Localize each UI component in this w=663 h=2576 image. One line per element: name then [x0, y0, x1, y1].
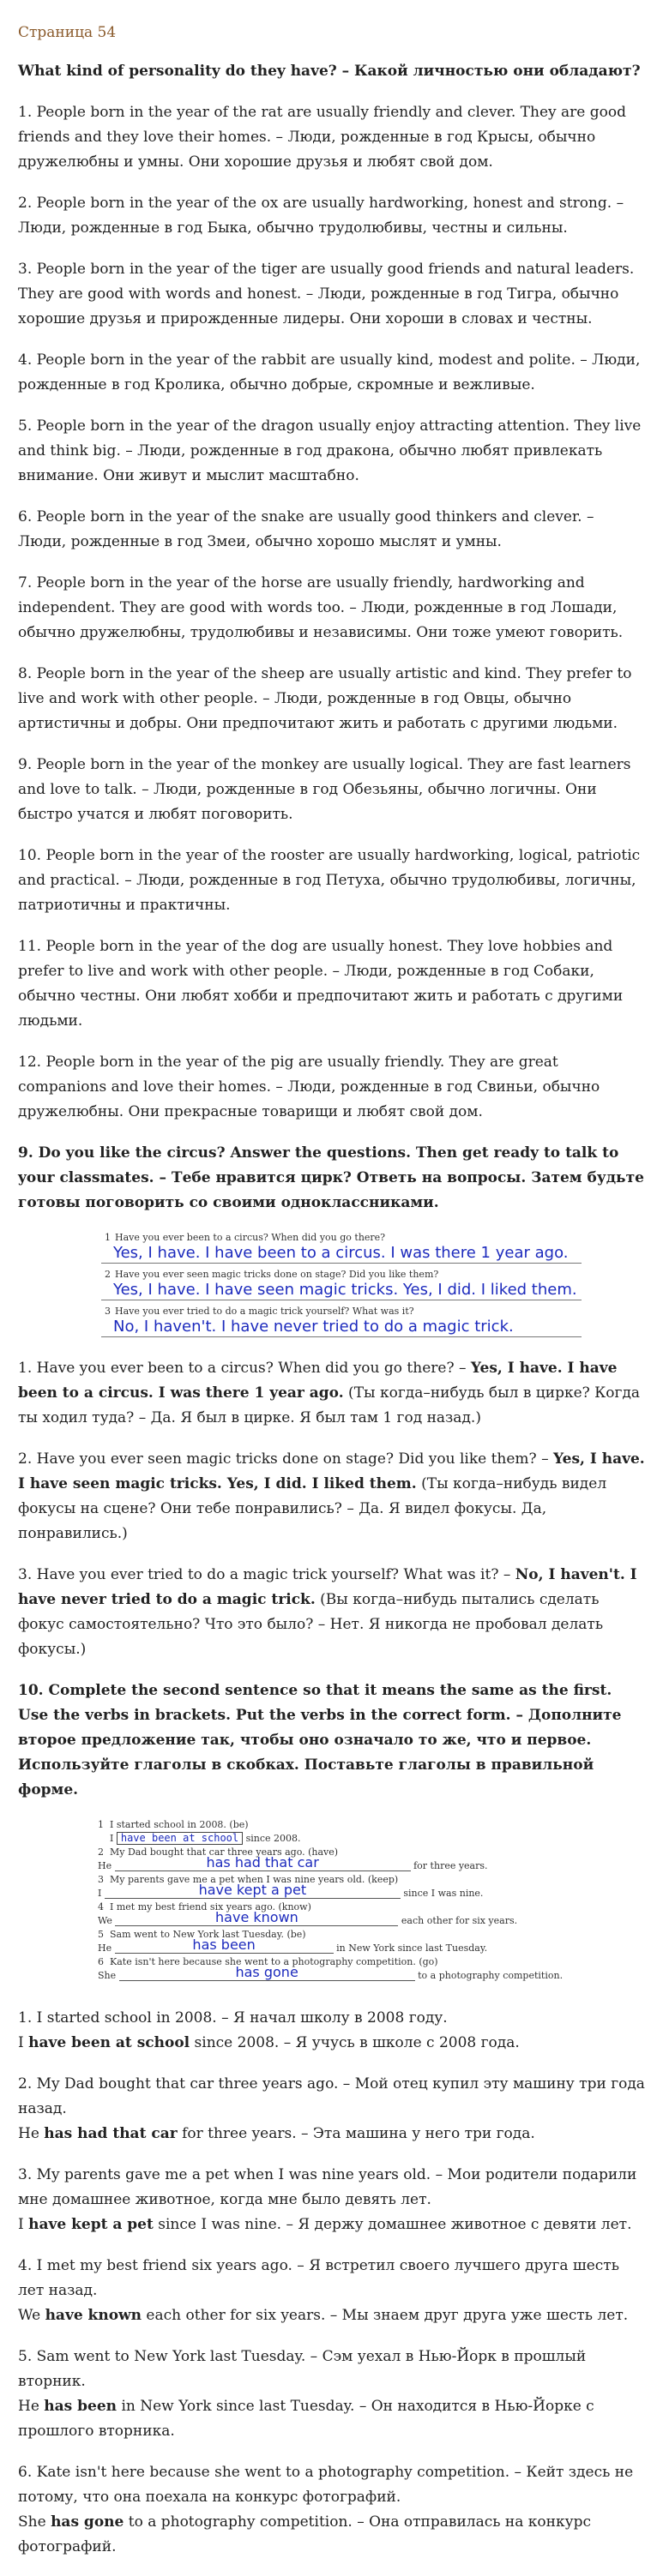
ex10-answer: 3. My parents gave me a pet when I was nine years old. – Мои родители подарили мне домашнее животное, когда мне было девять лет. I have kept a pet since I was nine. – Я держу домашнее животное с девяти лет. [18, 2166, 637, 2233]
ex9-image-answer: Yes, I have. I have seen magic tricks. Yes, I did. I liked them. [101, 1281, 582, 1300]
ex9-image-question: 2 Have you ever seen magic tricks done on stage? Did you like them? [105, 1269, 439, 1280]
ex10-image-sentence: 6 Kate isn't here because she went to a photography competition. (go) [98, 1956, 438, 1967]
ex10-answer: 1. I started school in 2008. – Я начал школу в 2008 году. I have been at school since 2008. – Я учусь в школе с 2008 года. [18, 2009, 520, 2051]
ex10-image-sentence: 1 I started school in 2008. (be) [98, 1819, 249, 1830]
page-number: Страница 54 [18, 24, 117, 41]
personality-item: 11. People born in the year of the dog are usually honest. They love hobbies and prefer to live and work with other people. – Люди, рожденные в год Собаки, обычно честны. Они любят хобби и предпочитают жить и работать с другими людьми. [18, 938, 624, 1030]
ex10-image-handwritten-answer: have kept a pet [198, 1882, 307, 1898]
ex10-image-handwritten-answer: has been [192, 1937, 256, 1953]
ex9-image-question: 3 Have you ever tried to do a magic trick yourself? What was it? [105, 1306, 414, 1317]
ex10-answer: 6. Kate isn't here because she went to a photography competition. – Кейт здесь не потому, что она поехала на конкурс фотографий. She has gone to a photography competition. – Она отправилась на конкурс фотографий. [18, 2464, 634, 2555]
exercise9-workbook-image [101, 1232, 582, 1337]
ex10-image-answer-row: I have kept a pet since I was nine. [98, 1882, 484, 1899]
ex10-image-sentence: 4 I met my best friend six years ago. (know) [98, 1901, 311, 1912]
ex9-answer: 2. Have you ever seen magic tricks done on stage? Did you like them? – Yes, I have. I have seen magic tricks. Yes, I did. I liked them. (Ты когда–нибудь видел фокусы на сцене? Они тебе понравились? – Да. Я видел фокусы. Да, понравились.) [18, 1450, 645, 1542]
personality-item: 7. People born in the year of the horse are usually friendly, hardworking and independent. They are good with words too. – Люди, рожденные в год Лошади, обычно дружелюбны, трудолюбивы и независимы. Они тоже умеют говорить. [18, 574, 624, 641]
ex10-answer: 4. I met my best friend six years ago. – Я встретил своего лучшего друга шесть лет назад. We have known each other for six years. – Мы знаем друг друга уже шесть лет. [18, 2257, 629, 2324]
ex10-image-sentence: 3 My parents gave me a pet when I was nine years old. (keep) [98, 1874, 399, 1885]
ex10-image-answer-row: We have known each other for six years. [98, 1909, 518, 1926]
ex9-answer: 3. Have you ever tried to do a magic trick yourself? What was it? – No, I haven't. I have never tried to do a magic trick. (Вы когда–нибудь пытались сделать фокус самостоятельно? Что это было? – Нет. Я никогда не пробовал делать фокусы.) [18, 1566, 637, 1658]
ex10-image-handwritten-answer: has gone [235, 1964, 298, 1980]
ex10-image-handwritten-answer: have known [215, 1909, 298, 1925]
personality-item: 2. People born in the year of the ox are usually hardworking, honest and strong. – Люди, рожденные в год Быка, обычно трудолюбивы, честны и сильны. [18, 195, 624, 237]
ex10-image-handwritten-answer: have been at school [117, 1832, 243, 1845]
personality-item: 10. People born in the year of the rooster are usually hardworking, logical, patriotic and practical. – Люди, рожденные в год Петуха, обычно трудолюбивы, логичны, патриотичны и практичны. [18, 847, 641, 914]
exercise10-workbook-image [98, 1819, 612, 1984]
personality-item: 5. People born in the year of the dragon usually enjoy attracting attention. They live and think big. – Люди, рожденные в год дракона, обычно любят привлекать внимание. Они живут и мыслит масштабно. [18, 417, 642, 484]
personality-item: 9. People born in the year of the monkey are usually logical. They are fast learners and love to talk. – Люди, рожденные в год Обезьяны, обычно логичны. Они быстро учатся и любят поговорить. [18, 756, 631, 823]
exercise9-heading: 9. Do you like the circus? Answer the questions. Then get ready to talk to your classmates. – Тебе нравится цирк? Ответь на вопросы. Затем будьте готовы поговорить со своими одноклассниками. [18, 1144, 644, 1211]
personality-item: 3. People born in the year of the tiger are usually good friends and natural leaders. They are good with words and honest. – Люди, рожденные в год Тигра, обычно хорошие друзья и прирожденные лидеры. Они хороши в словах и честны. [18, 261, 635, 327]
exercise10-heading: 10. Complete the second sentence so that it means the same as the first. Use the verbs in brackets. Put the verbs in the correct form. – Дополните второе предложение так, чтобы оно означало то же, что и первое. Используйте глаголы в скобках. Поставьте глаголы в правильной форме. [18, 1682, 622, 1798]
ex10-image-sentence: 2 My Dad bought that car three years ago. (have) [98, 1846, 339, 1858]
personality-item: 4. People born in the year of the rabbit are usually kind, modest and polite. – Люди, рожденные в год Кролика, обычно добрые, скромные и вежливые. [18, 351, 641, 393]
ex10-image-answer-row: He has had that car for three years. [98, 1854, 488, 1871]
ex10-image-handwritten-answer: has had that car [206, 1854, 319, 1870]
ex10-image-answer-row: She has gone to a photography competition. [98, 1964, 564, 1981]
personality-item: 12. People born in the year of the pig are usually friendly. They are great companions and love their homes. – Люди, рожденные в год Свиньи, обычно дружелюбны. Они прекрасные товарищи и любят свой дом. [18, 1054, 600, 1120]
ex9-answer: 1. Have you ever been to a circus? When did you go there? – Yes, I have. I have been to a circus. I was there 1 year ago. (Ты когда–нибудь был в цирке? Когда ты ходил туда? – Да. Я был в цирке. Я был там 1 год назад.) [18, 1360, 641, 1426]
ex10-image-answer-row: I have been at school since 2008. [110, 1832, 301, 1844]
ex9-image-answer: No, I haven't. I have never tried to do a magic trick. [101, 1318, 582, 1337]
ex10-answer: 5. Sam went to New York last Tuesday. – Сэм уехал в Нью-Йорк в прошлый вторник. He has been in New York since last Tuesday. – Он находится в Нью-Йорке с прошлого вторника. [18, 2348, 594, 2440]
ex10-image-sentence: 5 Sam went to New York last Tuesday. (be) [98, 1929, 306, 1940]
personality-heading: What kind of personality do they have? – Какой личностью они обладают? [18, 63, 641, 80]
ex10-image-answer-row: He has been in New York since last Tuesday. [98, 1937, 488, 1954]
personality-item: 1. People born in the year of the rat are usually friendly and clever. They are good friends and they love their homes. – Люди, рожденные в год Крысы, обычно дружелюбны и умны. Они хорошие друзья и любят свой дом. [18, 104, 627, 171]
personality-item: 8. People born in the year of the sheep are usually artistic and kind. They prefer to live and work with other people. – Люди, рожденные в год Овцы, обычно артистичны и добры. Они предпочитают жить и работать с другими людьми. [18, 665, 632, 732]
personality-item: 6. People born in the year of the snake are usually good thinkers and clever. – Люди, рожденные в год Змеи, обычно хорошо мыслят и умны. [18, 508, 594, 550]
ex9-image-answer: Yes, I have. I have been to a circus. I was there 1 year ago. [101, 1244, 582, 1264]
ex9-image-question: 1 Have you ever been to a circus? When did you go there? [105, 1232, 386, 1243]
ex10-answer: 2. My Dad bought that car three years ago. – Мой отец купил эту машину три года назад. He has had that car for three years. – Эта машина у него три года. [18, 2075, 645, 2142]
